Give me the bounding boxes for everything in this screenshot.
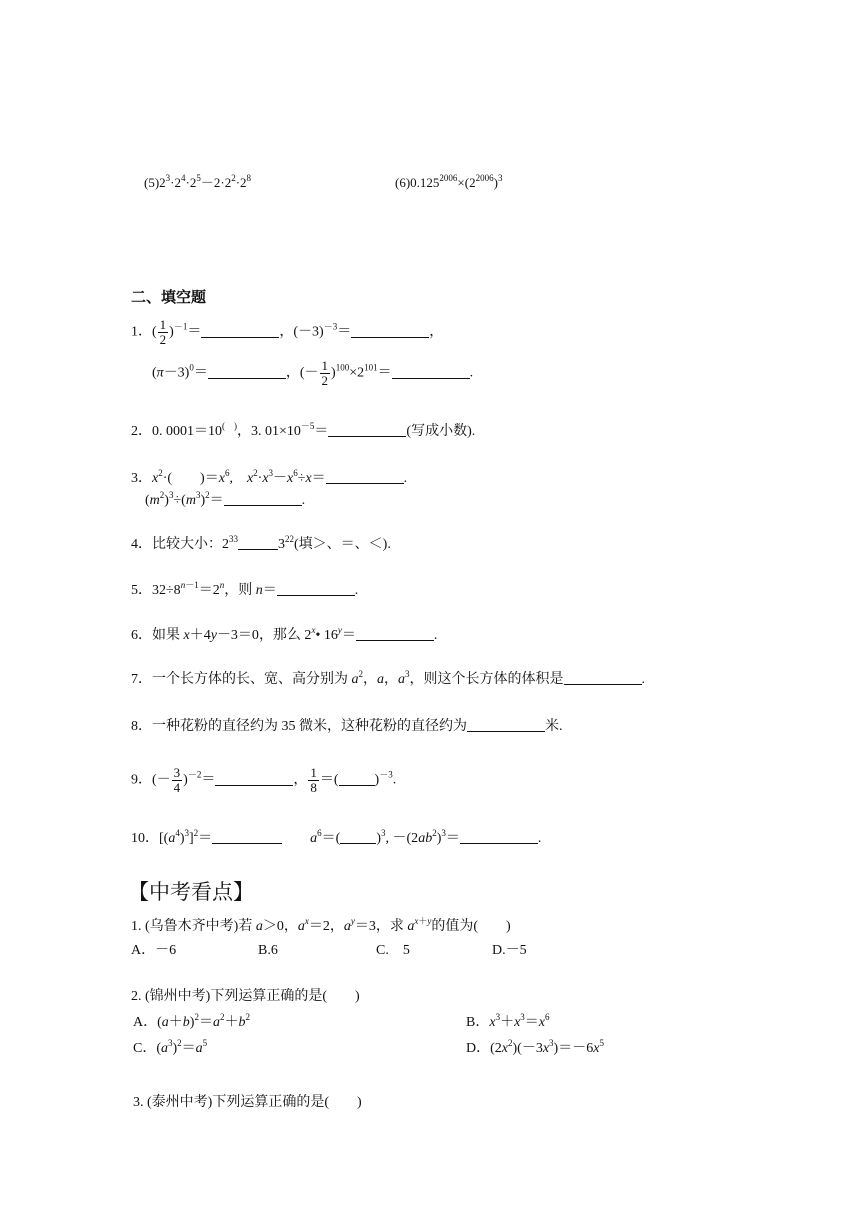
exam-q2-option-d: D．$(2x^2)(-3x^3)=-6x^5$ <box>466 1038 604 1056</box>
exam-q2-option-b: B．$x^3+x^3=x^6$ <box>466 1012 550 1030</box>
question-10: 10．$[(a^4)^3]^2=$ $a^6=$( )$^3$, $-(2ab^2)^3=$ . <box>131 828 542 846</box>
exam-question-2: 2. (锦州中考)下列运算正确的是( ) <box>131 989 360 1004</box>
question-7: 7．一个长方体的长、宽、高分别为 $a^2$，a，$a^3$，则这个长方体的体积是 . <box>131 669 645 687</box>
question-4: 4．比较大小：$2^{33}$ $3^{22}$(填＞、＝、＜). <box>131 534 391 552</box>
exam-question-1: 1. (乌鲁木齐中考)若 a＞0，$a^x=2$，$a^y=3$，求 $a^{x+y}$的值为( ) <box>131 916 511 934</box>
exam-q2-option-c: C．$(a^3)^2=a^5$ <box>133 1038 208 1056</box>
question-8: 8．一种花粉的直径约为 35 微米，这种花粉的直径约为 米. <box>131 719 563 734</box>
exam-q2-option-a: A．$(a+b)^2=a^2+b^2$ <box>133 1012 250 1030</box>
exam-q1-option-a: A．－6 <box>131 943 177 958</box>
exam-q1-option-c: C. 5 <box>376 943 410 958</box>
exam-q1-option-d: D.－5 <box>492 943 527 958</box>
section-heading-exam-focus: 【中考看点】 <box>128 880 254 904</box>
question-1-line-2: $(\pi-3)^0=$ ，(－ $\frac{1}{2}$ )$^{100}\times 2^{101}=$ . <box>152 358 474 388</box>
question-6: 6．如果 x＋4y－3＝0，那么 2$^x$• $16^y=$ . <box>131 625 438 643</box>
question-2: 2．0. 0001＝10( )，3. $01\times 10^{-5}=$ (写成小数). <box>131 421 476 439</box>
exam-question-3: 3. (泰州中考)下列运算正确的是( ) <box>133 1095 362 1110</box>
question-3-line-1: 3．$x^2\cdot$( )$=x^6$, $x^2\cdot x^3-x^6\div x=$ . <box>131 468 408 486</box>
exam-q1-option-b: B.6 <box>258 943 278 958</box>
exercise-6: $(6)0.125^{2006}\times(2^{2006})^3$ <box>395 173 503 190</box>
question-3-line-2: $(m^2)^3\div(m^3)^2=$ . <box>145 490 306 508</box>
question-9: 9．(－ $\frac{3}{4}$ )$^{-2}$＝ ， $\frac{1}{8}$ ＝( )$^{-3}$. <box>131 765 397 795</box>
question-1-line-1: 1．( $\frac{1}{2}$ )$^{-1}$＝ ，$(-3)^{-3}=$ ， <box>131 317 444 347</box>
exercise-5: $(5)2^3\cdot 2^4\cdot 2^5-2\cdot 2^2\cdot 2^8$ <box>144 173 252 190</box>
section-heading-fill-in: 二、填空题 <box>131 288 207 306</box>
question-5: 5．$32\div 8^{n-1}=2^n$，则 n＝ . <box>131 580 359 598</box>
